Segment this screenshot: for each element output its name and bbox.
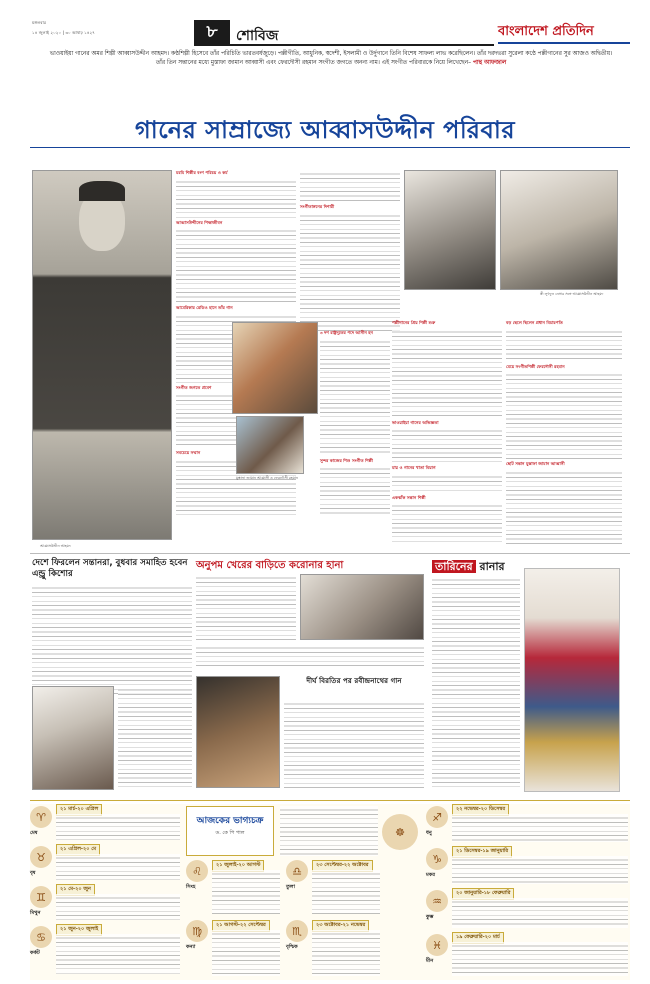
lead-intro-text: ভাওয়াইয়া গানের অমর শিল্পী আব্বাসউদ্দীন আহমদ। কণ্ঠশিল্পী হিসেবে তাঁর পরিচিতি ভারতবর্ষজুড়ে। পল্লীগীতি, আধুনিক, স্বদেশী, ইসলামী ও উর্দুগানে তিনি বিশেষ সাফল্য লাভ করেছিলেন। তাঁর দরদভরা সুরেলা কণ্ঠে পল্লীগানের সুর আজও অদ্বিতীয়। তাঁর তিন সন্তানের মধ্যে মুস্তাফা জামান আব্বাসী এবং ফেরদৌসী রহমান সংগীত জগতে অনন্য নাম। এই সংগীত পরিবারকে নিয়ে লিখেছেন– [49, 51, 613, 66]
sign-name: বৃশ্চিক [286, 944, 298, 950]
sign-row-tula [286, 860, 382, 916]
text-block [118, 686, 192, 790]
sign-row-karkat [30, 924, 182, 978]
text-block [506, 371, 622, 459]
text-block [176, 227, 296, 303]
sign-period: ২১ জুন-২০ জুলাই [56, 924, 102, 936]
subhead-11: মায় ও গানের খাতা বিয়াগ [392, 465, 436, 471]
sign-row-kumbha [426, 888, 630, 930]
subhead-15: ছোট সন্তান মুস্তাফা জামান আব্বাসী [506, 461, 565, 467]
zodiac-wheel-icon: ☸ [382, 814, 418, 850]
sign-row-kanya [186, 920, 282, 978]
sign-period: ২১ ডিসেম্বর-১৯ জানুয়ারি [452, 846, 512, 858]
sign-name: সিংহ [186, 884, 196, 890]
text-block [300, 170, 400, 204]
tarin-photo [524, 568, 620, 792]
text-block [56, 934, 180, 974]
sign-name: মেষ [30, 830, 38, 836]
section-rule [194, 44, 494, 46]
story-anupam-kher [196, 558, 426, 794]
page-number-box [194, 20, 230, 44]
horoscope-title: আজকের ভাগ্যচক্র [196, 816, 264, 826]
sign-period: ২১ এপ্রিল-২০ মে [56, 844, 100, 856]
feature-col-5 [506, 320, 622, 548]
sign-row-makar [426, 846, 630, 886]
text-block [32, 584, 192, 696]
issue-date: ১৪ জুলাই ২০২০ | ৩০ আষাঢ় ১৪২৭ [32, 30, 95, 35]
subhead-9: পল্লীগানের প্রিয় শিল্পী শুরু [392, 320, 436, 325]
subhead-4: সংগীত জগতে প্রবেশ [176, 384, 212, 390]
aquarius-icon: ♒ [426, 890, 448, 912]
rabindra-singer-photo [196, 676, 280, 788]
taurus-icon: ♉ [30, 846, 52, 868]
text-block [196, 574, 296, 640]
text-block [432, 576, 520, 790]
text-block [392, 328, 502, 418]
capricorn-icon: ♑ [426, 848, 448, 870]
andrew-photo [32, 686, 114, 790]
sign-name: ধনু [426, 830, 432, 836]
subhead-7: ৩ দশ রাষ্ট্রদূতের পদে আসীন হন [320, 330, 373, 335]
story-middle-title: অনুপম খেরের বাড়িতে করোনার হানা [196, 560, 344, 571]
pisces-icon: ♓ [426, 934, 448, 956]
sign-row-mesh [30, 804, 182, 842]
horoscope-title-box [186, 806, 274, 856]
feature-col-2 [300, 170, 400, 320]
feature-col-3 [320, 330, 390, 540]
cancer-icon: ♋ [30, 926, 52, 948]
issue-day: মঙ্গলবার [32, 20, 47, 25]
horoscope-author: ড. কে পি পাল [215, 830, 245, 836]
caption-couple: স্ত্রী লুৎফুন নেসার সঙ্গে আব্বাসউদ্দীন আহমদ [540, 292, 604, 296]
headline-rule [30, 147, 630, 148]
lead-byline: পান্থ আফজাল [472, 60, 507, 66]
caption-portrait: আব্বাসউদ্দীন আহমদ [40, 544, 71, 548]
text-block [320, 465, 390, 515]
scorpio-icon: ♏ [286, 920, 308, 942]
story-andrew-kishore [32, 558, 192, 796]
text-block [212, 930, 280, 976]
aries-icon: ♈ [30, 806, 52, 828]
section-divider [30, 553, 630, 554]
text-block [312, 870, 380, 914]
subhead-12: একঝাঁক সন্তান শিল্পী [392, 494, 426, 500]
sign-period: ১৯ ফেব্রুয়ারি-২০ মার্চ [452, 932, 504, 944]
portrait-photo [32, 170, 172, 540]
text-block [452, 856, 628, 884]
story-left-title: দেশে ফিরলেন সন্তানরা, বুধবার সমাহিত হবেন এন্ড্রু কিশোর [32, 558, 188, 579]
text-block [452, 942, 628, 976]
headline: গানের সাম্রাজ্যে আব্বাসউদ্দীন পরিবার [134, 116, 516, 144]
sign-period: ২৩ সেপ্টেম্বর-২২ অক্টোবর [312, 860, 373, 872]
text-block [320, 338, 390, 456]
sign-row-sinha [186, 860, 282, 916]
sign-period: ২১ মার্চ-২০ এপ্রিল [56, 804, 102, 816]
sign-period: ২১ আগস্ট-২২ সেপ্টেম্বর [212, 920, 270, 932]
gemini-icon: ♊ [30, 886, 52, 908]
text-block [56, 854, 180, 880]
horoscope-section [30, 804, 630, 980]
lead-intro [46, 50, 616, 68]
leo-icon: ♌ [186, 860, 208, 882]
section-title: শোবিজ [236, 28, 279, 44]
sign-row-mithun [30, 884, 182, 922]
virgo-icon: ♍ [186, 920, 208, 942]
sagittarius-icon: ♐ [426, 806, 448, 828]
horoscope-divider [30, 800, 630, 801]
subhead-1: মরমি শিল্পীর বংশ পরিচয় ও কর্ম [176, 170, 228, 175]
subhead-13: বড় ছেলে ছিলেন প্রধান বিচারপতি [506, 320, 563, 325]
sign-row-brish [30, 844, 182, 882]
text-block [392, 502, 502, 542]
text-block [196, 644, 424, 666]
story-right-title-a: তারিনের [432, 560, 476, 573]
brand-logo: বাংলাদেশ প্রতিদিন [498, 24, 594, 39]
text-block [176, 178, 296, 218]
subhead-3: আমেরিকার রেডিও হানে তাঁর গান [176, 305, 233, 311]
subhead-5: সবচেয়ে সম্মান [176, 450, 201, 456]
text-block [452, 898, 628, 928]
libra-icon: ♎ [286, 860, 308, 882]
sign-period: ২১ জুলাই-২০ আগস্ট [212, 860, 264, 872]
sign-name: বৃষ [30, 870, 36, 876]
ferdausi-photo [500, 170, 618, 290]
portrait-cap [79, 181, 125, 201]
anupam-photo [300, 574, 424, 640]
story-right-title-b: রানার [479, 560, 505, 573]
subhead-10: ভাওয়াইয়া গানের অভিজ্ঞতা [392, 419, 439, 425]
text-block [506, 328, 622, 362]
feature-col-4 [392, 320, 502, 548]
sign-name: তুলা [286, 884, 295, 890]
sign-name: কুম্ভ [426, 914, 434, 920]
text-block [312, 930, 380, 976]
text-block [506, 469, 622, 545]
sign-period: ২১ মে-২০ জুন [56, 884, 95, 896]
caption-family: মুস্তাফা জামান আব্বাসী ও ফেরদৌসী রহমান [236, 476, 298, 480]
text-block [300, 212, 400, 332]
subhead-8: সুন্দর কাজের শিশু সংগীত শিল্পী [320, 457, 373, 463]
couple-photo [236, 416, 304, 474]
sign-name: কন্যা [186, 944, 196, 950]
text-block [56, 894, 180, 920]
text-block [212, 870, 280, 914]
subhead-2: আব্বাসউদ্দীনের শিক্ষাজীবন [176, 219, 223, 225]
sign-name: মীন [426, 958, 434, 964]
sign-period: ২৩ অক্টোবর-২১ নভেম্বর [312, 920, 369, 932]
sign-period: ২০ জানুয়ারি-১৮ ফেব্রুয়ারি [452, 888, 514, 900]
brand-underline [498, 42, 630, 44]
text-block [392, 473, 502, 493]
sign-name: মিথুন [30, 910, 41, 916]
sign-row-meen [426, 932, 630, 978]
sign-name: কর্কট [30, 950, 40, 956]
subhead-14: মেয়ে সংগীতশিল্পী ফেরদৌসী রহমান [506, 363, 565, 369]
masthead [32, 20, 630, 46]
page-number: ৮ [206, 22, 218, 42]
text-block [452, 814, 628, 842]
sign-row-brishchik [286, 920, 382, 978]
text-block [392, 427, 502, 463]
sign-period: ২২ নভেম্বর-২০ ডিসেম্বর [452, 804, 509, 816]
text-block [284, 700, 424, 788]
intro-text [280, 806, 378, 856]
family-photo [232, 322, 318, 414]
story-middle-subtitle: দীর্ঘ বিরতির পর রবীন্দ্রনাথের গান [306, 676, 402, 685]
elder-photo [404, 170, 496, 290]
sign-row-dhanu [426, 804, 630, 844]
subhead-6: সংগীতাঙ্গনের দিশারী [300, 204, 335, 209]
sign-name: মকর [426, 872, 436, 878]
text-block [56, 814, 180, 840]
story-tarin [432, 558, 622, 794]
